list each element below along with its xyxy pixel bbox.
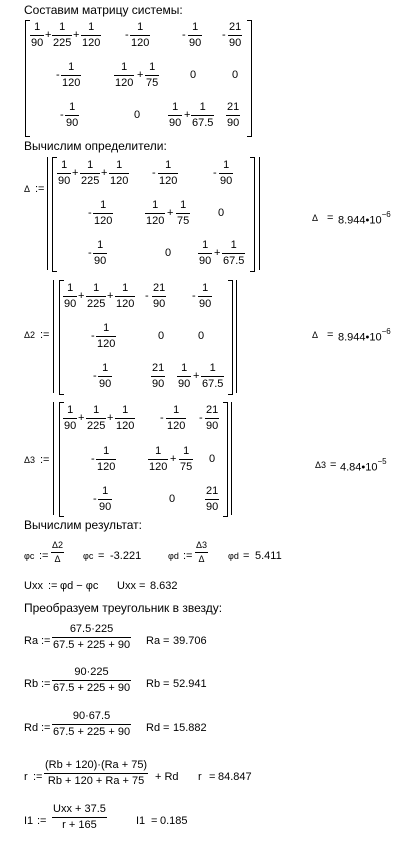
plus-sign: + — [45, 29, 52, 41]
assign-operator: := — [41, 678, 51, 690]
minus-sign: - — [93, 370, 97, 382]
fraction: 1 120 — [94, 199, 113, 227]
fraction: 90·225 67.5 + 225 + 90 — [53, 666, 131, 694]
rd-label: Rd — [24, 722, 39, 734]
uxx-expression: φd − φc — [60, 580, 99, 592]
matrix-cell: 0 — [169, 493, 176, 505]
equals-sign: = — [98, 550, 105, 562]
ra-result: 39.706 — [173, 635, 207, 647]
fraction: Δ2 Δ — [52, 540, 64, 564]
phic-symbol: φc — [24, 551, 35, 561]
matrix-right-bracket — [228, 280, 233, 395]
rd-label: Rd — [146, 722, 161, 734]
fraction: 1 90 — [189, 21, 202, 49]
i1-label: I1 — [24, 815, 34, 827]
plus-sign: + — [193, 370, 200, 382]
fraction: 67.5·225 67.5 + 225 + 90 — [53, 623, 131, 651]
matrix-right-bracket — [223, 402, 228, 517]
fraction: 90·67.5 67.5 + 225 + 90 — [53, 710, 131, 738]
plus-sign: + — [101, 167, 108, 179]
assign-operator: := — [183, 550, 193, 562]
fraction: 1 225 — [87, 282, 106, 310]
fraction: 1 120 — [146, 199, 165, 227]
fraction: 1 120 — [116, 404, 135, 432]
fraction: 1 120 — [131, 21, 150, 49]
minus-sign: - — [152, 167, 156, 179]
minus-sign: - — [60, 109, 64, 121]
det-bar — [53, 280, 54, 393]
r-label: r — [198, 771, 202, 783]
minus-sign: - — [88, 207, 92, 219]
fraction: 1 120 — [115, 61, 134, 89]
det-bar — [53, 402, 54, 515]
delta-result: $8.944•10^{-6}$ — [338, 210, 391, 227]
fraction: 1 90 — [94, 239, 107, 267]
matrix-cell: 0 — [218, 207, 225, 219]
phic-result: -3.221 — [110, 550, 142, 562]
fraction: 1 120 — [82, 21, 101, 49]
fraction: 1 75 — [177, 199, 190, 227]
equals-sign: = — [163, 678, 170, 690]
heading-matrix: Составим матрицу системы: — [24, 3, 183, 17]
assign-operator: := — [41, 635, 51, 647]
fraction: 1 90 — [99, 485, 112, 513]
matrix-right-bracket — [247, 20, 252, 137]
plus-sign: + — [214, 247, 221, 259]
r-result: 84.847 — [218, 771, 252, 783]
i1-label: I1 — [136, 815, 146, 827]
assign-operator: := — [35, 183, 45, 195]
uxx-label: Uxx — [24, 580, 43, 592]
equals-sign: = — [139, 580, 146, 592]
delta-symbol: Δ — [312, 213, 319, 223]
fraction: 1 90 — [31, 21, 44, 49]
fraction: 1 120 — [116, 282, 135, 310]
fraction: Δ3 Δ — [196, 540, 208, 564]
rb-result: 52.941 — [173, 678, 207, 690]
plus-sign: + — [72, 167, 79, 179]
assign-operator: := — [40, 329, 50, 341]
assign-operator: := — [40, 454, 50, 466]
assign-operator: := — [39, 550, 49, 562]
det-bar — [231, 402, 232, 515]
minus-sign: - — [199, 412, 203, 424]
phid-symbol: φd — [228, 551, 239, 561]
fraction: 1 90 — [64, 404, 77, 432]
fraction: 1 120 — [62, 61, 81, 89]
rd-result: 15.882 — [173, 722, 207, 734]
delta-symbol: Δ — [24, 184, 31, 194]
assign-operator: := — [48, 580, 58, 592]
rb-label: Rb — [146, 678, 161, 690]
minus-sign: - — [145, 290, 149, 302]
fraction: 1 90 — [58, 159, 71, 187]
fraction: 1 225 — [81, 159, 100, 187]
minus-sign: - — [88, 247, 92, 259]
heading-transform: Преобразуем треугольник в звезду: — [24, 601, 223, 615]
minus-sign: - — [93, 493, 97, 505]
fraction: 1 90 — [99, 362, 112, 390]
plus-sign: + — [137, 69, 144, 81]
minus-sign: - — [56, 69, 60, 81]
fraction: 1 67.5 — [202, 362, 224, 390]
phic-symbol: φc — [83, 551, 94, 561]
rb-label: Rb — [24, 678, 39, 690]
fraction: 1 90 — [66, 101, 79, 129]
fraction: 1 120 — [149, 445, 168, 473]
delta3-symbol: Δ3 — [315, 460, 327, 470]
fraction: 1 75 — [146, 61, 159, 89]
det-bar — [236, 280, 237, 393]
delta2-symbol: Δ2 — [24, 330, 36, 340]
plus-sign: + — [107, 412, 114, 424]
matrix-cell: 0 — [165, 247, 172, 259]
phid-symbol: φd — [168, 551, 179, 561]
fraction: 21 90 — [227, 101, 240, 129]
minus-sign: - — [91, 330, 95, 342]
i1-result: 0.185 — [160, 815, 188, 827]
phid-result: 5.411 — [255, 550, 282, 562]
matrix-cell: 0 — [134, 109, 141, 121]
plus-sign: + — [107, 290, 114, 302]
ra-label: Ra — [146, 635, 161, 647]
minus-sign: - — [222, 29, 226, 41]
matrix-right-bracket — [250, 157, 255, 272]
det-bar — [47, 157, 48, 270]
equals-sign: = — [151, 815, 158, 827]
fraction: 1 120 — [159, 159, 178, 187]
minus-sign: - — [160, 412, 164, 424]
matrix-cell: 0 — [190, 69, 197, 81]
minus-sign: - — [125, 29, 129, 41]
heading-determinants: Вычислим определители: — [24, 139, 167, 153]
fraction: 21 90 — [206, 404, 219, 432]
heading-result: Вычислим результат: — [24, 518, 142, 532]
fraction: 1 225 — [87, 404, 106, 432]
plus-sign: + — [167, 207, 174, 219]
plus-sign: + — [73, 29, 80, 41]
fraction: 1 120 — [97, 322, 116, 350]
fraction: 1 75 — [180, 445, 193, 473]
plus-sign: + — [78, 412, 85, 424]
uxx-label: Uxx — [117, 580, 136, 592]
minus-sign: - — [192, 290, 196, 302]
equals-sign: = — [163, 722, 170, 734]
fraction: 1 90 — [169, 101, 182, 129]
equals-sign: = — [327, 329, 334, 341]
fraction: 1 67.5 — [192, 101, 214, 129]
matrix-cell: 0 — [209, 453, 216, 465]
fraction: 1 90 — [64, 282, 77, 310]
equals-sign: = — [330, 459, 337, 471]
equals-sign: = — [327, 212, 334, 224]
fraction: 21 90 — [152, 362, 165, 390]
fraction: 1 90 — [199, 239, 212, 267]
minus-sign: - — [182, 29, 186, 41]
assign-operator: := — [37, 815, 47, 827]
plus-sign: + — [78, 290, 85, 302]
matrix-cell: 0 — [198, 330, 205, 342]
fraction: 1 90 — [199, 282, 212, 310]
fraction: 1 120 — [167, 404, 186, 432]
delta3-symbol: Δ3 — [24, 455, 36, 465]
fraction: 1 90 — [178, 362, 191, 390]
delta-symbol: Δ — [312, 330, 319, 340]
equals-sign: = — [243, 550, 250, 562]
delta3-result: $4.84•10^{-5}$ — [340, 457, 387, 474]
fraction: 1 120 — [97, 445, 116, 473]
minus-sign: - — [91, 453, 95, 465]
fraction: 1 90 — [220, 159, 233, 187]
equals-sign: = — [163, 635, 170, 647]
fraction: 21 90 — [153, 282, 166, 310]
matrix-cell: 0 — [232, 69, 239, 81]
fraction: (Rb + 120)·(Ra + 75) Rb + 120 + Ra + 75 — [45, 759, 148, 787]
fraction: 21 90 — [229, 21, 242, 49]
fraction: 21 90 — [206, 485, 219, 513]
plus-sign: + — [170, 453, 177, 465]
fraction: 1 120 — [110, 159, 129, 187]
r-label: r — [24, 771, 28, 783]
r-tail: + Rd — [155, 771, 179, 783]
minus-sign: - — [213, 167, 217, 179]
equals-sign: = — [209, 771, 216, 783]
assign-operator: := — [41, 722, 51, 734]
fraction: 1 225 — [53, 21, 72, 49]
ra-label: Ra — [24, 635, 39, 647]
assign-operator: := — [33, 771, 43, 783]
uxx-result: 8.632 — [150, 580, 178, 592]
matrix-cell: 0 — [158, 330, 165, 342]
det-bar — [259, 157, 260, 270]
plus-sign: + — [184, 109, 191, 121]
fraction: 1 67.5 — [223, 239, 245, 267]
fraction: Uxx + 37.5 r + 165 — [53, 803, 106, 831]
delta2-result: $8.944•10^{-6}$ — [338, 327, 391, 344]
